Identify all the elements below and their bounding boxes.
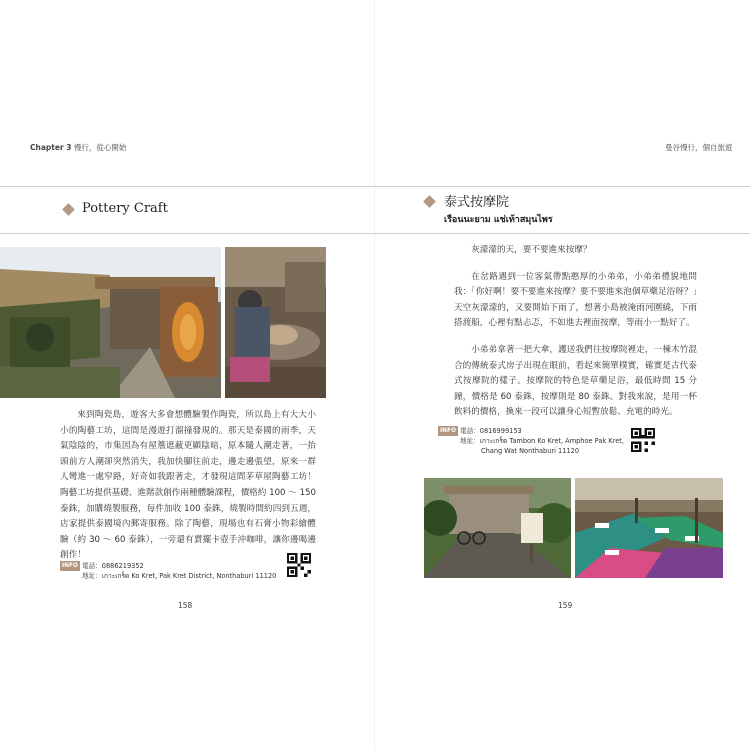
info-badge: INFO xyxy=(62,563,78,569)
page-number-right: 159 xyxy=(558,601,573,610)
chapter-label: Chapter 3 xyxy=(30,143,72,152)
right-info-block xyxy=(438,426,648,456)
photo-massage-entrance xyxy=(424,478,571,578)
right-phone: 電話：0816999153 xyxy=(460,427,522,435)
left-paragraph: 來到陶瓷島，遊客大多會想體驗製作陶瓷，所以島上有大大小小的陶藝工坊，這間是漫遊打溜撞發現的。那天是泰國的雨季，天氣陰陰的，市集因為有屋簷遮蔽更顯陰暗，原本隨人潮走著，一抬頭前方人潮卻突然消失，我加快腳往前走，邊走邊張望，原來一群人彎進一處窄路，好奇如我跟著走，才發現這間茅草屋陶藝工坊！陶藝工坊提供基礎、進階款創作兩種體驗課程，價格約 100 ～ 150 泰銖，加購燒製服務，每件加收 100 泰銖，燒製時間約四到五週，店家提供泰國境內郵寄服務。除了陶藝，現場也有石膏小物彩繪體驗（約 30 ～ 60 泰銖），一旁還有賣擺卡壺手沖咖啡，讓你邊喝邊創作！ xyxy=(60,410,316,561)
section-subtitle: เรือนนะยาม แช่เท้าสมุนไพร xyxy=(444,215,553,225)
photo-pottery-wheel xyxy=(225,247,326,398)
section-title: Pottery Craft xyxy=(82,201,168,216)
qr-code-icon xyxy=(631,428,655,452)
info-badge: INFO xyxy=(440,428,456,434)
right-paragraph-1: 灰濛濛的天，要不要進來按摩？ xyxy=(471,245,592,255)
left-info-lines xyxy=(82,561,276,581)
page-number-left: 158 xyxy=(178,601,193,610)
running-head-right: 曼谷慢行，個自旅遊 xyxy=(665,143,733,152)
section-title-bar xyxy=(375,186,750,234)
left-info-block xyxy=(60,561,277,585)
photo-pottery-shop xyxy=(0,247,221,398)
left-body-text xyxy=(60,408,316,564)
section-title: 泰式按摩院 xyxy=(444,195,510,210)
right-paragraph-2: 在岔路遇到一位客氣帶點憨厚的小弟弟，小弟弟禮貌地問我：「你好啊！要不要進來按摩？要不要進來泡個草藥足浴呀？」天空灰濛濛的，又要開始下雨了，想著小島被淹雨河圍繞，下雨搭渡船，心裡有點忐忑，不如進去裡面按摩，等雨小一點好了。 xyxy=(454,271,697,329)
section-title-bar xyxy=(0,186,375,234)
right-address-1: 地址：เกาะเกร็ด Tambon Ko Kret, Amphoe Pak Kret, xyxy=(460,437,624,445)
chapter-subtitle: 慢行，從心開始 xyxy=(73,143,127,152)
diamond-bullet-icon xyxy=(423,195,436,208)
left-address: 地址：เกาะเกร็ด Ko Kret, Pak Kret District, Nonthaburi 11120 xyxy=(82,572,277,580)
right-page xyxy=(375,0,750,750)
left-phone: 電話：0886219352 xyxy=(82,562,144,570)
right-info-lines xyxy=(460,426,624,456)
right-paragraph-3: 小弟弟拿著一把大傘，護送我們往按摩院裡走，一棟木竹混合的傳統泰式房子出現在眼前，看起來簡單樸實，確實是古代泰式按摩院的樣子。按摩院的特色是草藥足浴，最低時間 15 分鐘，價格是 60 泰銖，按摩則是 80 泰銖。對我來說，是用一杯飲料的價格，換來一段可以讓身心短暫放鬆、充電的時光。 xyxy=(454,344,697,418)
qr-code-icon xyxy=(287,553,311,577)
diamond-bullet-icon xyxy=(62,203,75,216)
running-head-left xyxy=(30,142,126,153)
right-body-text xyxy=(454,243,697,421)
photo-massage-room xyxy=(575,478,723,578)
right-address-2: Chang Wat Nonthaburi 11120 xyxy=(481,447,580,455)
